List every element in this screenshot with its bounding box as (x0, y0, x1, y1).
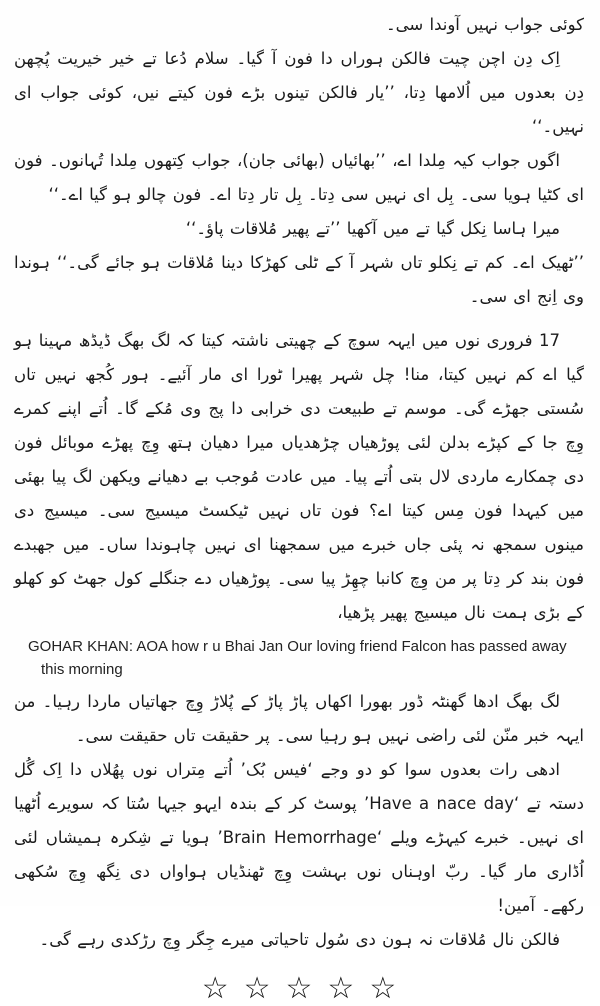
article (14, 8, 584, 1006)
english-note (28, 635, 584, 681)
urdu-paragraph: کوئی جواب نہیں آوندا سی۔ (386, 15, 584, 34)
urdu-paragraph: اگوں جواب کیہ مِلدا اے، ’’بھائیاں (بھائی جان)، جواب کِتھوں مِلدا تُہانوں۔ فون ای کٹیا ہویا سی۔ بِل ای نہیں سی دِتا۔ بِل تار دِتا اے۔ فون چالو ہو گیا اے۔‘‘ (14, 151, 584, 204)
urdu-paragraph: اِک دِن اچن چیت فالکن ہوراں دا فون آ گیا۔ سلام دُعا تے خیر خیریت پُچھن دِن بعدوں میں اُلامھا دِتا، ’’یار فالکن تینوں بڑے فون کیتے نیں، کوئی جواب ای نہیں۔‘‘ (14, 49, 584, 136)
urdu-paragraph: ’’ٹھیک اے۔ کم تے نِکلو تاں شہر آ کے ٹلی کھڑکا دینا مُلاقات ہو جائے گی۔‘‘ ہوندا وی اِنج ای سی۔ (14, 253, 584, 306)
english-note-line2: this morning (41, 661, 123, 678)
star-rating: ☆☆☆☆☆ (201, 971, 412, 1006)
urdu-paragraph: 17 فروری نوں میں ایہہ سوچ کے چھیتی ناشتہ کیتا کہ لگ بھگ ڈیڈھ مہینا ہو گیا اے کم نہیں کیتا، منا! چل شہر پھیرا ٹورا ای مار آئیے۔ ہور کُجھ نہیں تاں سُستی جھڑے گی۔ موسم تے طبیعت دی خرابی دا پج وی مُکے گا۔ اُتے اپنے کمرے وِچ جا کے کپڑے بدلن لئی پوڑھیاں چڑھدیاں میرا دھیان ہتھ وِچ پھڑے موبائل فون دی چمکارے ماردی لال بتی اُتے پیا۔ میں عادت مُوجب بے دھیانے ویکھن لگ پیا بھئی میں کیہدا فون مِس کیتا اے؟ فون تاں نہیں ٹیکسٹ میسیج سی۔ میسیج دی مینوں سمجھ نہ پئی جاں خبرے میں سمجھنا ای نہیں چاہوندا ساں۔ میں جھبدے فون بند کر دِتا پر من وِچ کانبا چھِڑ پیا سی۔ پوڑھیاں دے جنگلے کول جھٹ کو کھلو کے بڑی ہمت نال میسیج پھیر پڑھیا، (14, 331, 584, 622)
urdu-paragraph: لگ بھگ ادھا گھنٹہ ڈور بھورا اکھاں پاڑ پاڑ کے پُلاڑ وِچ جھاتیاں ماردا رہیا۔ من ایہہ خبر منّن لئی راضی نہیں ہو رہیا سی۔ پر حقیقت تاں حقیقت سی۔ (14, 692, 584, 745)
urdu-paragraph: فالکن نال مُلاقات نہ ہون دی سُول تاحیاتی میرے جِگر وِچ رڑکدی رہے گی۔ (39, 930, 560, 949)
urdu-paragraph: میرا ہاسا نِکل گیا تے میں آکھیا ’’تے پھیر مُلاقات پاؤ۔‘‘ (185, 219, 560, 238)
urdu-paragraph: ادھی رات بعدوں سوا کو دو وجے ‘فیس بُک’ اُتے مِتراں نوں پھُلاں دا اِک گُل دستہ تے ‘Have a nace day’ پوسٹ کر کے بندہ ایہو جیہا سُتا کہ سویرے اُٹھیا ای نہیں۔ خبرے کیہڑے ویلے ‘Brain Hemorrhage’ ہویا تے شِکرہ ہمیشاں لئی اُڈاری مار گیا۔ ربّ اوہناں نوں بہشت وِچ ٹھنڈیاں ہواواں دی نِگھ وِچ سُکھی رکھے۔ آمین! (14, 760, 585, 915)
english-note-line1: GOHAR KHAN: AOA how r u Bhai Jan Our loving friend Falcon has passed away (28, 638, 567, 655)
